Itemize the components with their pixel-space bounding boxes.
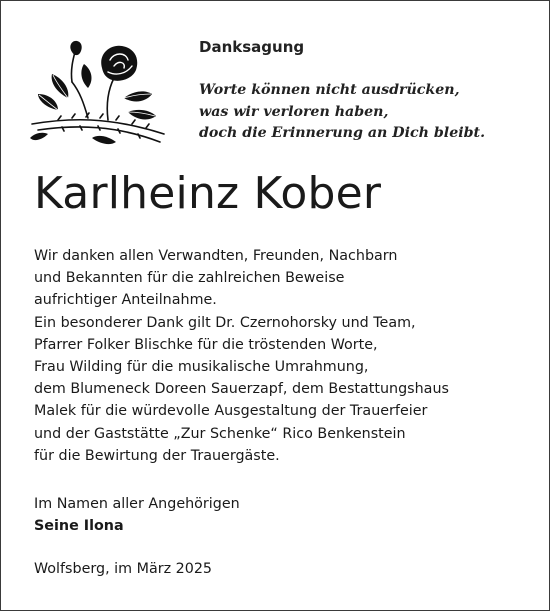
signer-name: Seine Ilona bbox=[34, 518, 124, 535]
text-line: und Bekannten für die zahlreichen Beweise bbox=[34, 270, 345, 287]
quote-line: doch die Erinnerung an Dich bleibt. bbox=[199, 125, 486, 141]
place-date: Wolfsberg, im März 2025 bbox=[34, 561, 213, 577]
text-line: für die Bewirtung der Trauergäste. bbox=[34, 447, 280, 464]
text-line: Ein besonderer Dank gilt Dr. Czernohorsky und Team, bbox=[34, 314, 416, 331]
memorial-quote bbox=[199, 80, 485, 145]
notice-heading: Danksagung bbox=[199, 38, 305, 56]
signoff bbox=[34, 493, 240, 537]
text-line: Malek für die würdevolle Ausgestaltung der Trauerfeier bbox=[34, 403, 428, 420]
text-line: dem Blumeneck Doreen Sauerzapf, dem Bestattungshaus bbox=[34, 381, 449, 398]
text-line: aufrichtiger Anteilnahme. bbox=[34, 292, 217, 309]
text-line: und der Gaststätte „Zur Schenke“ Rico Benkenstein bbox=[34, 425, 406, 442]
text-line: Frau Wilding für die musikalische Umrahmung, bbox=[34, 359, 369, 376]
text-line: Pfarrer Folker Blischke für die tröstenden Worte, bbox=[34, 336, 378, 353]
text-line: Wir danken allen Verwandten, Freunden, Nachbarn bbox=[34, 248, 398, 264]
thanks-text bbox=[34, 245, 449, 467]
quote-line: Worte können nicht ausdrücken, bbox=[199, 82, 460, 98]
rose-branch-icon bbox=[28, 38, 170, 150]
signoff-line: Im Namen aller Angehörigen bbox=[34, 496, 240, 512]
deceased-name: Karlheinz Kober bbox=[34, 168, 382, 219]
quote-line: was wir verloren haben, bbox=[199, 103, 389, 120]
